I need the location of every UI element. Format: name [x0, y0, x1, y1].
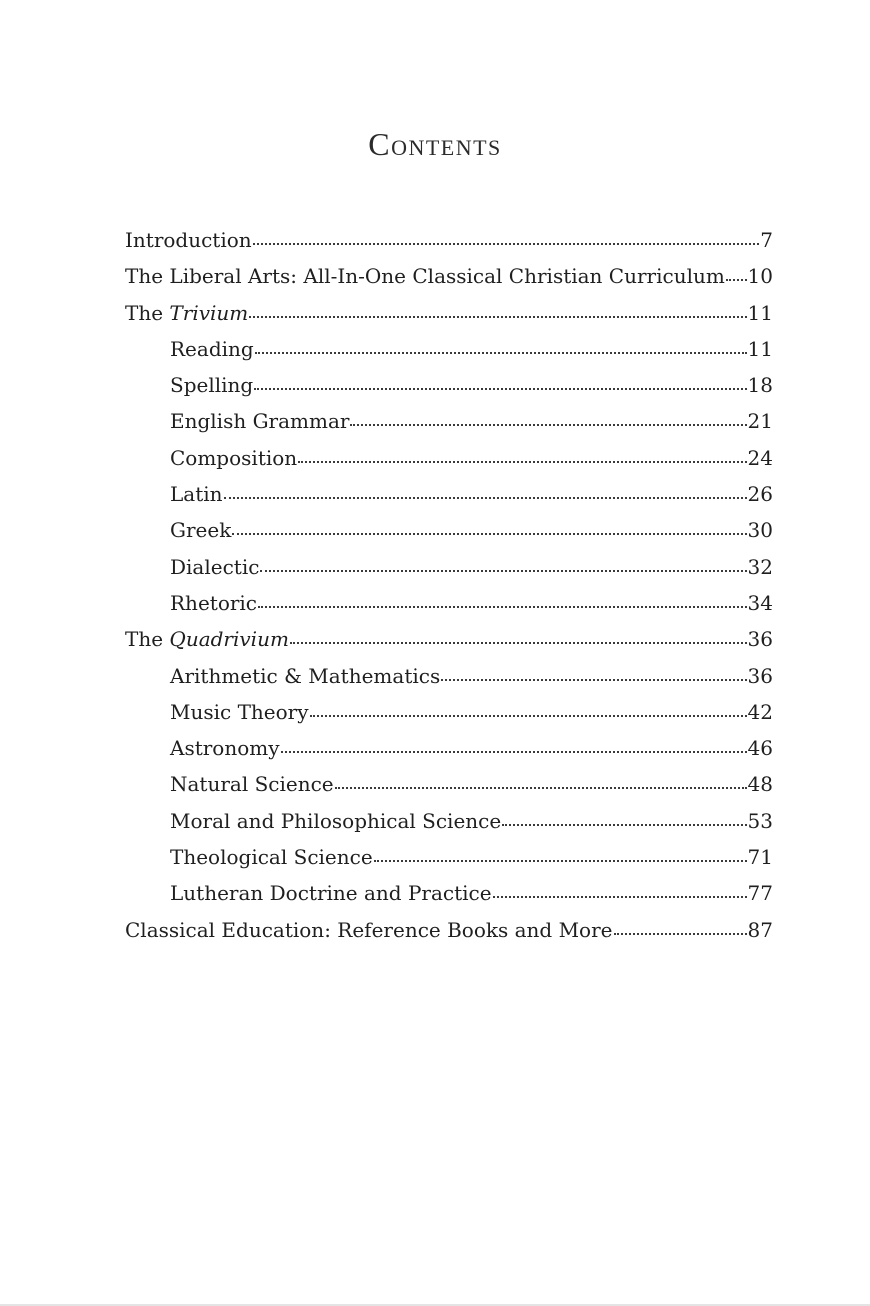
- toc-entry-title: [170, 803, 501, 839]
- dot-leader: [335, 771, 747, 791]
- toc-entry-title: [170, 440, 297, 476]
- toc-entry-title: [170, 875, 492, 911]
- dot-leader: [502, 808, 746, 828]
- toc-entry-title-text: English Grammar: [170, 409, 350, 434]
- toc-page-number: 34: [747, 590, 773, 615]
- toc-entry-title-text: Introduction: [125, 228, 252, 252]
- toc-entry[interactable]: [125, 258, 773, 294]
- toc-entry[interactable]: [125, 403, 773, 439]
- toc-entry-title: [170, 766, 334, 802]
- toc-entry-title-text: Latin: [170, 482, 223, 507]
- toc-entry-title-text: Dialectic: [170, 554, 260, 579]
- toc-entry[interactable]: [125, 549, 773, 585]
- toc-entry[interactable]: [125, 803, 773, 839]
- dot-leader: [310, 699, 747, 719]
- dot-leader: [260, 554, 746, 574]
- toc-entry[interactable]: [125, 331, 773, 367]
- dot-leader: [249, 300, 746, 320]
- toc-entry-title: [125, 621, 289, 657]
- toc-page-number: 21: [747, 409, 773, 434]
- toc-entry[interactable]: [125, 440, 773, 476]
- toc-page-number: 18: [747, 373, 773, 398]
- toc-page-number: 77: [747, 881, 773, 906]
- toc-page-number: 10: [747, 264, 773, 289]
- dot-leader: [374, 844, 747, 864]
- dot-leader: [493, 880, 747, 900]
- toc-page-number: 87: [747, 917, 773, 942]
- toc-entry-title-text: Rhetoric: [170, 590, 258, 615]
- dot-leader: [281, 735, 747, 755]
- toc-entry-title-italic: Quadrivium: [169, 627, 289, 652]
- toc-entry-title: [170, 585, 257, 621]
- toc-entry-title: [170, 403, 349, 439]
- toc-entry-title: [125, 258, 725, 294]
- toc-entry-title-text: The Liberal Arts: All-In-One Classical Christian Curriculum: [125, 264, 725, 289]
- toc-entry-title: [170, 839, 373, 875]
- toc-entry-title: [170, 658, 440, 694]
- toc-entry-title: [170, 549, 259, 585]
- toc-entry-title: [125, 295, 248, 331]
- dot-leader: [254, 372, 746, 392]
- dot-leader: [258, 590, 747, 610]
- toc-entry-title-text: The: [125, 300, 170, 325]
- toc-entry[interactable]: [125, 512, 773, 548]
- toc-page-number: 30: [747, 518, 773, 543]
- table-of-contents: [125, 222, 773, 948]
- toc-entry[interactable]: [125, 730, 773, 766]
- toc-page-number: 7: [760, 228, 773, 252]
- dot-leader: [290, 626, 747, 646]
- toc-entry-title: [170, 331, 254, 367]
- toc-page-number: 46: [747, 736, 773, 761]
- toc-entry-title: [170, 476, 223, 512]
- toc-page-number: 71: [747, 845, 773, 870]
- toc-entry[interactable]: [125, 585, 773, 621]
- toc-page-number: 26: [747, 482, 773, 507]
- toc-entry[interactable]: [125, 912, 773, 948]
- toc-entry-title: [170, 694, 309, 730]
- toc-entry-title-text: Theological Science: [170, 845, 373, 870]
- toc-entry[interactable]: [125, 658, 773, 694]
- dot-leader: [255, 336, 747, 356]
- toc-entry-title: [170, 512, 231, 548]
- dot-leader: [224, 481, 747, 501]
- dot-leader: [441, 663, 746, 683]
- toc-page-number: 32: [747, 554, 773, 579]
- toc-entry-title-text: Classical Education: Reference Books and More: [125, 917, 613, 942]
- dot-leader: [350, 408, 746, 428]
- toc-entry[interactable]: [125, 367, 773, 403]
- toc-entry[interactable]: [125, 766, 773, 802]
- dot-leader: [726, 263, 747, 283]
- toc-entry[interactable]: [125, 694, 773, 730]
- toc-page-number: 11: [747, 300, 773, 325]
- toc-entry[interactable]: [125, 295, 773, 331]
- dot-leader: [232, 517, 746, 537]
- toc-page-number: 11: [747, 336, 773, 361]
- toc-entry-title-text: Composition: [170, 445, 298, 470]
- toc-entry-title-text: Astronomy: [170, 736, 280, 761]
- toc-page-number: 24: [747, 445, 773, 470]
- toc-page-number: 36: [747, 627, 773, 652]
- toc-entry-title: [125, 222, 252, 258]
- toc-entry-title: [170, 367, 253, 403]
- toc-entry[interactable]: [125, 839, 773, 875]
- toc-entry-title-text: Lutheran Doctrine and Practice: [170, 881, 492, 906]
- toc-entry-title-text: Reading: [170, 336, 254, 361]
- toc-entry-title-text: Arithmetic & Mathematics: [170, 663, 441, 688]
- toc-entry-title-text: Music Theory: [170, 699, 309, 724]
- toc-page-number: 53: [747, 808, 773, 833]
- toc-entry[interactable]: [125, 222, 773, 258]
- toc-entry-title: [125, 912, 613, 948]
- page-title: Contents: [368, 126, 502, 162]
- toc-entry-title-italic: Trivium: [169, 300, 249, 325]
- toc-entry-title-text: Spelling: [170, 373, 254, 398]
- toc-entry-title-text: Natural Science: [170, 772, 334, 797]
- toc-entry-title: [170, 730, 280, 766]
- dot-leader: [298, 445, 746, 465]
- toc-entry[interactable]: [125, 476, 773, 512]
- toc-page-number: 42: [747, 699, 773, 724]
- toc-page-number: 36: [747, 663, 773, 688]
- toc-entry-title-text: The: [125, 627, 170, 652]
- toc-entry-title-text: Greek: [170, 518, 232, 543]
- dot-leader: [614, 917, 747, 937]
- toc-entry[interactable]: [125, 621, 773, 657]
- toc-entry[interactable]: [125, 875, 773, 911]
- dot-leader: [253, 227, 760, 247]
- toc-entry-title-text: Moral and Philosophical Science: [170, 808, 502, 833]
- toc-page-number: 48: [747, 772, 773, 797]
